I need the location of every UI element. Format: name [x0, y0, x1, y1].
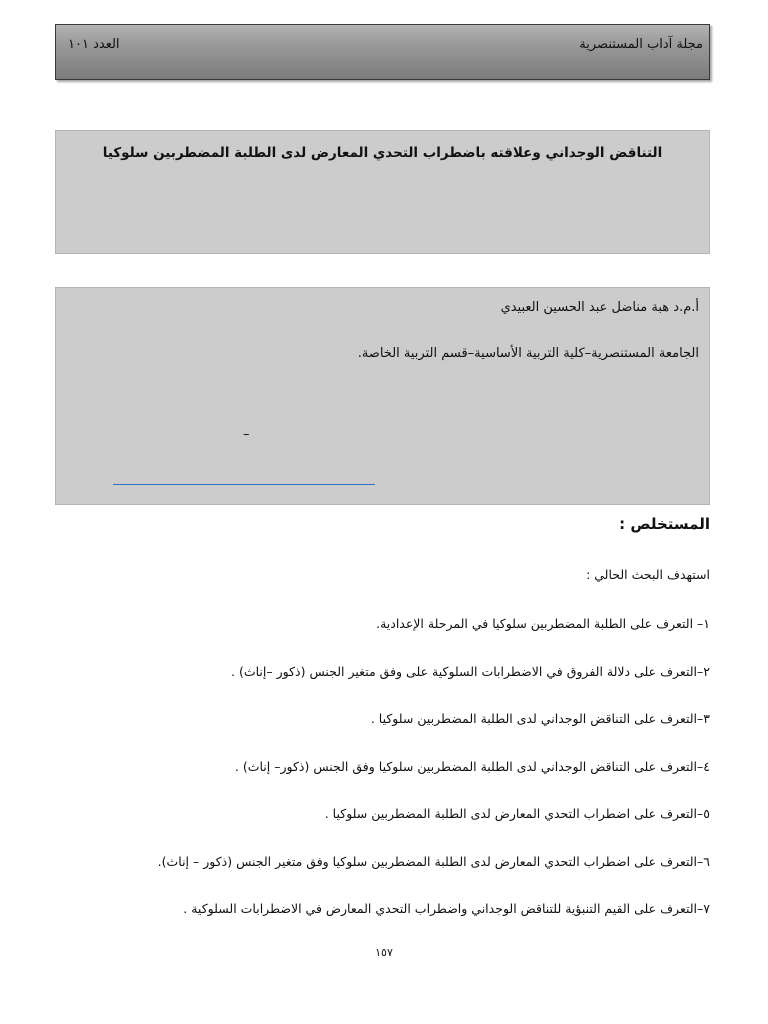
objective-item: ٧–التعرف على القيم التنبؤية للتناقض الوجداني واضطراب التحدي المعارض في الاضطرابات السلوكية .	[183, 901, 710, 916]
objective-item: ٢–التعرف على دلالة الفروق في الاضطرابات السلوكية على وفق متغير الجنس (ذكور –إناث) .	[231, 664, 710, 679]
objective-item: ٥–التعرف على اضطراب التحدي المعارض لدى الطلبة المضطربين سلوكيا .	[324, 806, 710, 821]
dash-mark: –	[243, 427, 250, 442]
title-box	[55, 130, 710, 254]
objective-item: ٣–التعرف على التناقض الوجداني لدى الطلبة المضطربين سلوكيا .	[370, 711, 710, 726]
author-name: أ.م.د هبة مناضل عبد الحسين العبيدي	[500, 300, 699, 315]
objective-item: ١– التعرف على الطلبة المضطربين سلوكيا في المرحلة الإعدادية.	[376, 616, 710, 631]
paper-title: التناقض الوجداني وعلاقته باضطراب التحدي المعارض لدى الطلبة المضطربين سلوكيا	[102, 145, 663, 161]
objective-item: ٦–التعرف على اضطراب التحدي المعارض لدى الطلبة المضطربين سلوكيا وفق متغير الجنس (ذكور – إناث).	[157, 854, 710, 869]
author-affiliation: الجامعة المستنصرية–كلية التربية الأساسية–قسم التربية الخاصة.	[357, 346, 699, 361]
page-number: ١٥٧	[375, 946, 393, 959]
abstract-heading: المستخلص :	[619, 515, 710, 533]
email-link-underline[interactable]	[113, 484, 375, 485]
journal-name: مجلة آداب المستنصرية	[579, 37, 703, 52]
issue-number: العدد ١٠١	[68, 37, 120, 52]
objective-item: ٤–التعرف على التناقض الوجداني لدى الطلبة المضطربين سلوكيا وفق الجنس (ذكور– إناث) .	[234, 759, 710, 774]
author-box	[55, 287, 710, 505]
abstract-intro: استهدف البحث الحالي :	[586, 567, 710, 582]
journal-header	[55, 24, 710, 80]
